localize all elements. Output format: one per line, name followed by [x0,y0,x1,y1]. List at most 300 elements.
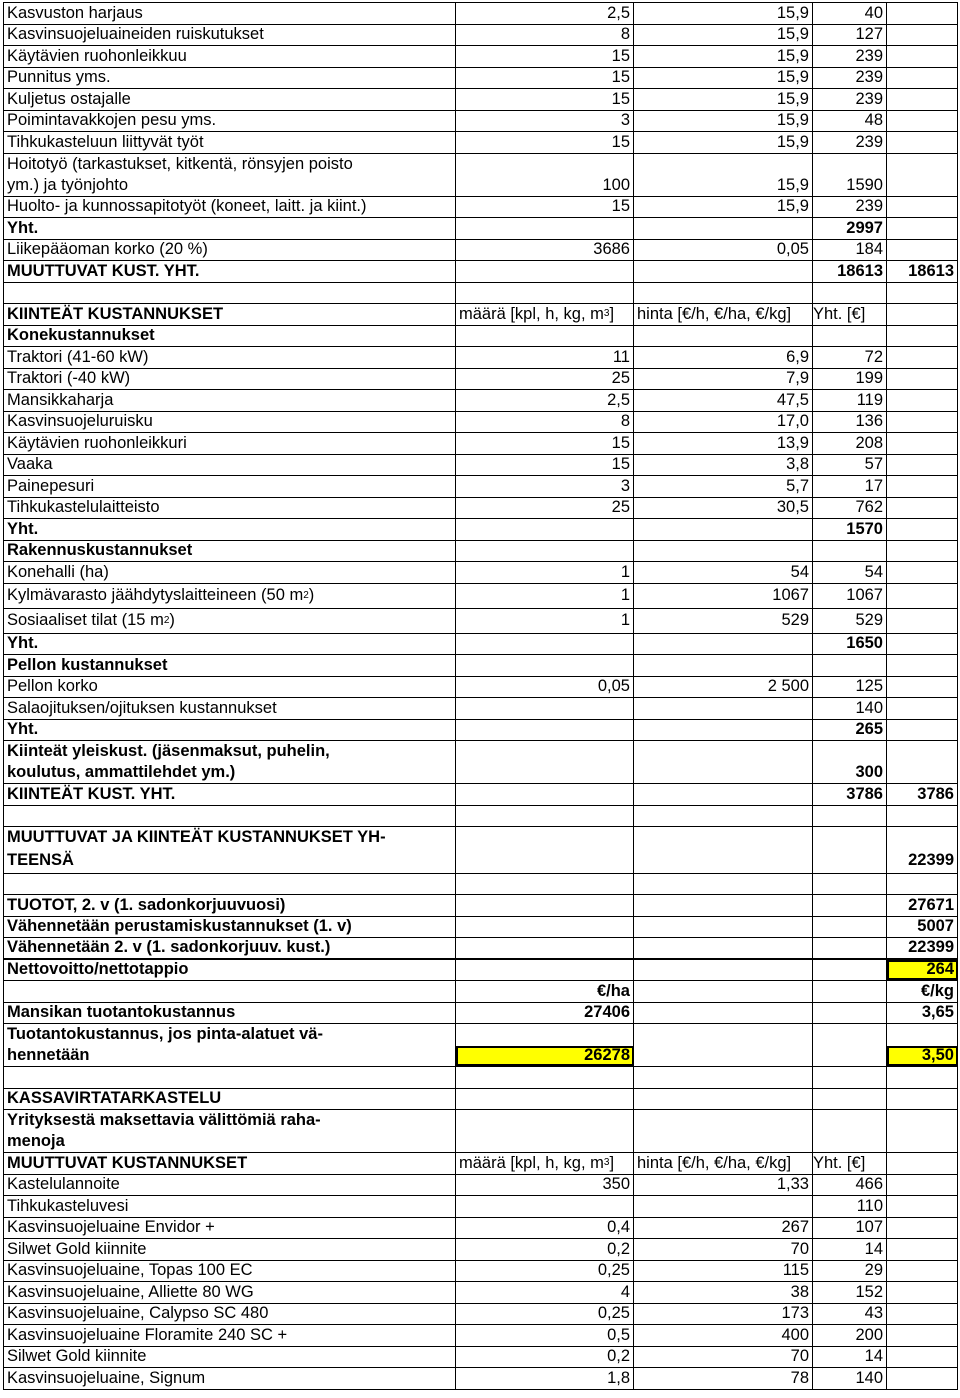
price-cell[interactable]: 115 [634,1261,813,1282]
row-label[interactable]: Rakennuskustannukset [4,541,456,562]
qty-cell[interactable] [456,261,634,282]
extra-cell[interactable] [887,1282,958,1303]
price-cell[interactable]: 1,33 [634,1175,813,1196]
row-label[interactable]: Tuotantokustannus, jos pinta-alatuet vä- [4,1024,456,1046]
total-cell[interactable] [813,1024,887,1046]
total-cell[interactable]: 107 [813,1218,887,1239]
extra-cell[interactable] [887,634,958,655]
qty-cell[interactable]: 1,8 [456,1368,634,1389]
qty-cell[interactable]: 11 [456,347,634,368]
qty-cell[interactable]: 1 [456,584,634,608]
price-cell[interactable] [634,720,813,741]
extra-cell[interactable] [887,218,958,239]
qty-cell[interactable]: 15 [456,433,634,454]
price-cell[interactable] [634,763,813,784]
total-cell[interactable]: 17 [813,476,887,497]
qty-cell[interactable]: 25 [456,369,634,390]
price-cell[interactable] [634,960,813,981]
qty-cell[interactable]: 3 [456,476,634,497]
price-cell[interactable]: 15,9 [634,3,813,24]
row-label[interactable]: Kastelulannoite [4,1175,456,1196]
price-cell[interactable]: 13,9 [634,433,813,454]
extra-cell[interactable] [887,304,958,325]
price-cell[interactable]: 400 [634,1325,813,1346]
row-label[interactable]: Käytävien ruohonleikkuri [4,433,456,454]
price-cell[interactable]: 15,9 [634,25,813,46]
row-label[interactable]: TUOTOT, 2. v (1. sadonkorjuuvuosi) [4,895,456,916]
qty-cell[interactable]: 100 [456,175,634,196]
price-cell[interactable]: 47,5 [634,390,813,411]
row-label[interactable]: Kasvinsuojeluaine, Alliette 80 WG [4,1282,456,1303]
price-cell[interactable] [634,806,813,827]
qty-cell[interactable]: 3686 [456,240,634,261]
row-label[interactable]: KIINTEÄT KUST. YHT. [4,784,456,805]
extra-cell[interactable] [887,741,958,763]
row-label[interactable]: MUUTTUVAT KUST. YHT. [4,261,456,282]
total-cell[interactable]: 300 [813,763,887,784]
row-label[interactable]: Kasvinsuojeluaine, Signum [4,1368,456,1389]
qty-cell[interactable] [456,917,634,938]
row-label[interactable]: Kasvinsuojeluaine Envidor + [4,1218,456,1239]
total-cell[interactable]: 239 [813,89,887,110]
qty-cell[interactable] [456,938,634,958]
qty-cell[interactable] [456,655,634,676]
extra-cell[interactable] [887,132,958,153]
total-cell[interactable] [813,827,887,849]
qty-header[interactable]: määrä [kpl, h, kg, m 3 ] [456,304,634,325]
qty-cell[interactable] [456,1024,634,1046]
qty-cell[interactable]: 15 [456,197,634,218]
total-cell[interactable] [813,1046,887,1067]
price-cell[interactable] [634,1003,813,1024]
total-cell[interactable]: 119 [813,390,887,411]
row-label[interactable]: Vähennetään 2. v (1. sadonkorjuuv. kust.) [4,938,456,958]
row-label[interactable]: koulutus, ammattilehdet ym.) [4,763,456,784]
total-cell[interactable]: 18613 [813,261,887,282]
price-cell[interactable]: hinta [€/h, €/ha, €/kg] [634,304,813,325]
row-label[interactable]: Kasvinsuojeluaine, Calypso SC 480 [4,1304,456,1325]
extra-cell[interactable] [887,25,958,46]
row-label[interactable]: Kasvuston harjaus [4,3,456,24]
qty-cell[interactable] [456,827,634,849]
price-cell[interactable]: 173 [634,1304,813,1325]
total-cell[interactable] [813,655,887,676]
total-cell[interactable]: 208 [813,433,887,454]
price-cell[interactable]: 70 [634,1347,813,1368]
qty-cell[interactable]: 0,25 [456,1304,634,1325]
price-cell[interactable] [634,519,813,540]
extra-cell[interactable]: 3,50 [887,1046,958,1067]
extra-cell[interactable] [887,326,958,347]
price-cell[interactable]: 70 [634,1239,813,1260]
row-label[interactable]: Yrityksestä maksettavia välittömiä raha- [4,1110,456,1132]
price-cell[interactable] [634,1132,813,1153]
total-cell[interactable] [813,895,887,916]
price-cell[interactable] [634,1110,813,1132]
total-cell[interactable]: 2997 [813,218,887,239]
row-label[interactable]: Mansikkaharja [4,390,456,411]
total-cell[interactable]: 40 [813,3,887,24]
price-cell[interactable]: 15,9 [634,89,813,110]
row-label[interactable]: Painepesuri [4,476,456,497]
row-label[interactable]: Punnitus yms. [4,68,456,89]
row-label[interactable]: Hoitotyö (tarkastukset, kitkentä, rönsyjen poisto [4,154,456,176]
qty-cell[interactable] [456,283,634,304]
total-cell[interactable]: 199 [813,369,887,390]
qty-cell[interactable] [456,541,634,562]
qty-cell[interactable] [456,874,634,895]
total-cell[interactable]: 265 [813,720,887,741]
price-cell[interactable] [634,874,813,895]
total-cell[interactable]: 140 [813,1368,887,1389]
row-label[interactable]: Käytävien ruohonleikkuu [4,46,456,67]
qty-cell[interactable]: 4 [456,1282,634,1303]
row-label[interactable]: Mansikan tuotantokustannus [4,1003,456,1024]
total-cell[interactable] [813,283,887,304]
total-cell[interactable] [813,1067,887,1088]
row-label[interactable]: Silwet Gold kiinnite [4,1347,456,1368]
extra-cell[interactable] [887,1067,958,1088]
extra-cell[interactable] [887,874,958,895]
total-cell[interactable]: 239 [813,197,887,218]
row-label[interactable]: Vähennetään perustamiskustannukset (1. v) [4,917,456,938]
qty-cell[interactable]: 2,5 [456,390,634,411]
row-label[interactable]: Liikepääoman korko (20 %) [4,240,456,261]
total-cell[interactable]: 72 [813,347,887,368]
price-cell[interactable] [634,1024,813,1046]
total-cell[interactable]: 200 [813,1325,887,1346]
total-cell[interactable]: 14 [813,1239,887,1260]
qty-cell[interactable]: 3 [456,111,634,132]
extra-cell[interactable] [887,1261,958,1282]
price-cell[interactable] [634,938,813,958]
price-cell[interactable]: 15,9 [634,68,813,89]
price-cell[interactable] [634,917,813,938]
price-cell[interactable] [634,895,813,916]
total-cell[interactable]: 152 [813,1282,887,1303]
total-cell[interactable]: 239 [813,46,887,67]
extra-cell[interactable] [887,1347,958,1368]
qty-cell[interactable] [456,1089,634,1110]
row-label[interactable]: MUUTTUVAT JA KIINTEÄT KUSTANNUKSET YH- [4,827,456,849]
total-cell[interactable]: 43 [813,1304,887,1325]
qty-cell[interactable]: 0,5 [456,1325,634,1346]
row-label[interactable]: Traktori (41-60 kW) [4,347,456,368]
price-cell[interactable] [634,741,813,763]
price-cell[interactable]: 6,9 [634,347,813,368]
qty-cell[interactable] [456,741,634,763]
qty-cell[interactable]: 0,2 [456,1239,634,1260]
qty-cell[interactable] [456,326,634,347]
price-cell[interactable]: 2 500 [634,677,813,698]
price-cell[interactable]: 15,9 [634,175,813,196]
total-cell[interactable]: 184 [813,240,887,261]
qty-cell[interactable]: 15 [456,89,634,110]
row-label[interactable]: Vaaka [4,455,456,476]
row-label[interactable]: Konekustannukset [4,326,456,347]
qty-cell[interactable] [456,1196,634,1217]
extra-cell[interactable] [887,240,958,261]
extra-cell[interactable]: 3,65 [887,1003,958,1024]
row-label[interactable]: Nettovoitto/nettotappio [4,960,456,981]
total-cell[interactable]: 3786 [813,784,887,805]
row-label[interactable]: hennetään [4,1046,456,1067]
row-label[interactable]: Yht. [4,634,456,655]
price-cell[interactable] [634,849,813,873]
price-cell[interactable] [634,283,813,304]
price-cell[interactable] [634,784,813,805]
qty-cell[interactable]: 8 [456,25,634,46]
total-cell[interactable] [813,1003,887,1024]
row-label[interactable]: Yht. [4,720,456,741]
total-cell[interactable] [813,741,887,763]
total-cell[interactable] [813,960,887,981]
price-cell[interactable]: 529 [634,609,813,633]
extra-cell[interactable] [887,609,958,633]
qty-cell[interactable] [456,720,634,741]
extra-cell[interactable] [887,698,958,719]
qty-cell[interactable]: 1 [456,562,634,583]
row-label[interactable]: Salaojituksen/ojituksen kustannukset [4,698,456,719]
price-cell[interactable] [634,218,813,239]
total-cell[interactable] [813,326,887,347]
total-cell[interactable]: 125 [813,677,887,698]
extra-cell[interactable]: 22399 [887,849,958,873]
total-cell[interactable]: 762 [813,498,887,519]
qty-cell[interactable]: 350 [456,1175,634,1196]
qty-cell[interactable] [456,519,634,540]
extra-cell[interactable] [887,584,958,608]
extra-cell[interactable]: 27671 [887,895,958,916]
price-cell[interactable] [634,698,813,719]
price-cell[interactable] [634,1196,813,1217]
price-cell[interactable]: 15,9 [634,132,813,153]
extra-cell[interactable] [887,498,958,519]
row-label[interactable]: Tihkukastelulaitteisto [4,498,456,519]
extra-cell[interactable] [887,89,958,110]
row-label[interactable]: KIINTEÄT KUSTANNUKSET [4,304,456,325]
qty-cell[interactable]: €/ha [456,981,634,1002]
total-cell[interactable] [813,806,887,827]
row-label[interactable]: Huolto- ja kunnossapitotyöt (koneet, laitt. ja kiint.) [4,197,456,218]
qty-cell[interactable] [456,154,634,176]
extra-cell[interactable] [887,1175,958,1196]
row-label[interactable]: Yht. [4,218,456,239]
qty-cell[interactable] [456,1132,634,1153]
extra-cell[interactable] [887,197,958,218]
qty-cell[interactable]: 0,2 [456,1347,634,1368]
total-cell[interactable] [813,917,887,938]
total-cell[interactable]: 529 [813,609,887,633]
row-label[interactable]: Sosiaaliset tilat (15 m 2 ) [4,609,456,633]
extra-cell[interactable] [887,369,958,390]
total-cell[interactable]: Yht. [€] [813,304,887,325]
row-label[interactable] [4,874,456,895]
total-cell[interactable]: 1067 [813,584,887,608]
total-cell[interactable]: 127 [813,25,887,46]
total-cell[interactable]: 48 [813,111,887,132]
extra-cell[interactable] [887,1304,958,1325]
qty-cell[interactable]: 25 [456,498,634,519]
total-cell[interactable]: 1590 [813,175,887,196]
price-cell[interactable]: 267 [634,1218,813,1239]
extra-cell[interactable] [887,390,958,411]
price-cell[interactable]: 54 [634,562,813,583]
total-cell[interactable]: 29 [813,1261,887,1282]
row-label[interactable]: Traktori (-40 kW) [4,369,456,390]
row-label[interactable]: Kylmävarasto jäähdytyslaitteineen (50 m 2 ) [4,584,456,608]
qty-header[interactable]: määrä [kpl, h, kg, m 3 ] [456,1153,634,1174]
total-cell[interactable]: 14 [813,1347,887,1368]
row-label[interactable]: Kiinteät yleiskust. (jäsenmaksut, puhelin, [4,741,456,763]
price-cell[interactable] [634,1067,813,1088]
qty-cell[interactable] [456,1067,634,1088]
row-label[interactable]: Kuljetus ostajalle [4,89,456,110]
extra-cell[interactable] [887,347,958,368]
extra-cell[interactable]: 18613 [887,261,958,282]
price-cell[interactable] [634,261,813,282]
total-cell[interactable] [813,981,887,1002]
extra-cell[interactable] [887,111,958,132]
qty-cell[interactable] [456,634,634,655]
row-label[interactable]: ym.) ja työnjohto [4,175,456,196]
price-cell[interactable] [634,541,813,562]
extra-cell[interactable] [887,412,958,433]
row-label[interactable]: Poimintavakkojen pesu yms. [4,111,456,132]
row-label[interactable]: MUUTTUVAT KUSTANNUKSET [4,1153,456,1174]
extra-cell[interactable] [887,175,958,196]
row-label[interactable]: TEENSÄ [4,849,456,873]
total-cell[interactable]: 466 [813,1175,887,1196]
extra-cell[interactable] [887,68,958,89]
row-label[interactable] [4,981,456,1002]
row-label[interactable]: Kasvinsuojeluaine, Topas 100 EC [4,1261,456,1282]
row-label[interactable]: Silwet Gold kiinnite [4,1239,456,1260]
qty-cell[interactable]: 0,25 [456,1261,634,1282]
extra-cell[interactable] [887,827,958,849]
qty-cell[interactable] [456,784,634,805]
qty-cell[interactable] [456,218,634,239]
qty-cell[interactable]: 0,4 [456,1218,634,1239]
total-cell[interactable]: 239 [813,68,887,89]
extra-cell[interactable]: 264 [887,960,958,981]
price-cell[interactable] [634,326,813,347]
extra-cell[interactable] [887,1089,958,1110]
price-cell[interactable] [634,634,813,655]
extra-cell[interactable] [887,1196,958,1217]
price-cell[interactable]: 3,8 [634,455,813,476]
price-cell[interactable] [634,827,813,849]
price-cell[interactable]: 30,5 [634,498,813,519]
price-cell[interactable]: 15,9 [634,111,813,132]
row-label[interactable]: Yht. [4,519,456,540]
qty-cell[interactable]: 26278 [456,1046,634,1067]
extra-cell[interactable] [887,154,958,176]
extra-cell[interactable] [887,1132,958,1153]
extra-cell[interactable]: €/kg [887,981,958,1002]
row-label[interactable]: Tihkukasteluun liittyvät työt [4,132,456,153]
qty-cell[interactable]: 15 [456,68,634,89]
row-label[interactable]: Kasvinsuojeluaineiden ruiskutukset [4,25,456,46]
total-cell[interactable] [813,1132,887,1153]
total-cell[interactable] [813,1110,887,1132]
extra-cell[interactable] [887,677,958,698]
total-cell[interactable] [813,154,887,176]
qty-cell[interactable]: 15 [456,46,634,67]
extra-cell[interactable] [887,476,958,497]
total-cell[interactable] [813,849,887,873]
qty-cell[interactable] [456,806,634,827]
total-cell[interactable]: 1650 [813,634,887,655]
price-cell[interactable] [634,655,813,676]
qty-cell[interactable]: 27406 [456,1003,634,1024]
price-cell[interactable]: 17,0 [634,412,813,433]
row-label[interactable]: Kasvinsuojeluaine Floramite 240 SC + [4,1325,456,1346]
extra-cell[interactable] [887,3,958,24]
extra-cell[interactable] [887,541,958,562]
price-cell[interactable]: 7,9 [634,369,813,390]
total-cell[interactable] [813,874,887,895]
extra-cell[interactable] [887,806,958,827]
total-cell[interactable]: 1570 [813,519,887,540]
price-cell[interactable]: 5,7 [634,476,813,497]
extra-cell[interactable] [887,455,958,476]
price-cell[interactable] [634,1046,813,1067]
extra-cell[interactable] [887,1218,958,1239]
total-cell[interactable]: 136 [813,412,887,433]
row-label[interactable]: Konehalli (ha) [4,562,456,583]
extra-cell[interactable] [887,283,958,304]
price-cell[interactable]: 15,9 [634,46,813,67]
qty-cell[interactable] [456,763,634,784]
row-label[interactable]: KASSAVIRTATARKASTELU [4,1089,456,1110]
row-label[interactable]: Pellon korko [4,677,456,698]
extra-cell[interactable] [887,1153,958,1174]
row-label[interactable] [4,806,456,827]
total-cell[interactable]: 239 [813,132,887,153]
qty-cell[interactable] [456,895,634,916]
total-cell[interactable] [813,1089,887,1110]
extra-cell[interactable] [887,1110,958,1132]
price-cell[interactable]: 15,9 [634,197,813,218]
extra-cell[interactable] [887,433,958,454]
total-cell[interactable] [813,541,887,562]
qty-cell[interactable]: 0,05 [456,677,634,698]
price-cell[interactable]: 0,05 [634,240,813,261]
row-label[interactable]: Kasvinsuojeluruisku [4,412,456,433]
extra-cell[interactable] [887,655,958,676]
qty-cell[interactable] [456,698,634,719]
total-cell[interactable]: 57 [813,455,887,476]
price-cell[interactable] [634,1089,813,1110]
price-cell[interactable] [634,981,813,1002]
row-label[interactable] [4,1067,456,1088]
qty-cell[interactable]: 1 [456,609,634,633]
total-cell[interactable]: Yht. [€] [813,1153,887,1174]
extra-cell[interactable]: 22399 [887,938,958,958]
total-cell[interactable]: 110 [813,1196,887,1217]
extra-cell[interactable] [887,519,958,540]
qty-cell[interactable]: 15 [456,455,634,476]
qty-cell[interactable]: 8 [456,412,634,433]
extra-cell[interactable] [887,562,958,583]
extra-cell[interactable]: 5007 [887,917,958,938]
price-cell[interactable]: 78 [634,1368,813,1389]
extra-cell[interactable]: 3786 [887,784,958,805]
extra-cell[interactable] [887,46,958,67]
qty-cell[interactable]: 2,5 [456,3,634,24]
price-cell[interactable]: 38 [634,1282,813,1303]
